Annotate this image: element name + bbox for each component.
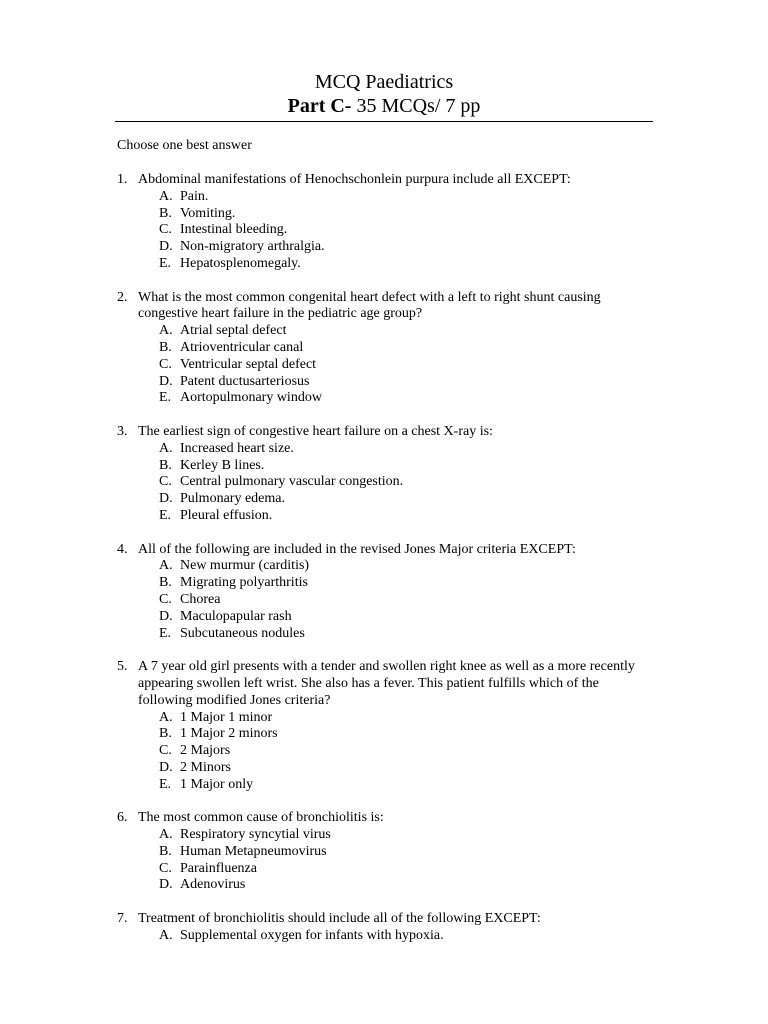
option-letter: E. (159, 776, 172, 792)
option-text: Ventricular septal defect (180, 356, 317, 372)
option-text: Hepatosplenomegaly. (180, 255, 301, 271)
option-letter: D. (159, 491, 173, 507)
option-text: 1 Major 2 minors (180, 726, 278, 742)
answer-option (117, 374, 647, 391)
option-letter: A. (159, 927, 173, 943)
title-block (0, 70, 768, 118)
question-item (117, 911, 647, 945)
option-letter: A. (159, 709, 173, 725)
option-text: Aortopulmonary window (180, 390, 322, 406)
option-text: Chorea (180, 591, 221, 607)
option-letter: E. (159, 507, 172, 523)
option-letter: C. (159, 474, 172, 490)
question-item (117, 424, 647, 525)
answer-option (117, 206, 647, 223)
option-text: Atrioventricular canal (180, 339, 304, 355)
option-text: Adenovirus (180, 877, 246, 893)
option-letter: B. (159, 457, 172, 473)
option-letter: A. (159, 323, 173, 339)
question-stem (117, 810, 647, 827)
option-text: Pulmonary edema. (180, 491, 285, 507)
option-text: Central pulmonary vascular congestion. (180, 474, 404, 490)
answer-option (117, 760, 647, 777)
answer-option (117, 357, 647, 374)
answer-option (117, 777, 647, 794)
answer-option (117, 340, 647, 357)
option-text: 2 Majors (180, 743, 231, 759)
subtitle-part-label: Part C- (287, 95, 352, 117)
question-number: 7. (117, 911, 128, 927)
option-text: Increased heart size. (180, 440, 294, 456)
option-letter: D. (159, 877, 173, 893)
answer-option (117, 861, 647, 878)
answer-option (117, 928, 647, 945)
option-letter: C. (159, 860, 172, 876)
option-letter: B. (159, 726, 172, 742)
question-stem (117, 659, 647, 709)
option-text: Subcutaneous nodules (180, 625, 305, 641)
answer-option (117, 609, 647, 626)
question-text: A 7 year old girl presents with a tender and swollen right knee as well as a more recently appearing swollen left wrist. She also has a fever. This patient fulfills which of the following modified Jones criteria? (138, 659, 635, 708)
option-text: 1 Major 1 minor (180, 709, 273, 725)
option-text: Human Metapneumovirus (180, 843, 327, 859)
question-stem (117, 911, 647, 928)
option-text: Intestinal bleeding. (180, 222, 288, 238)
answer-option (117, 222, 647, 239)
subtitle-count: 35 MCQs/ 7 pp (351, 95, 481, 117)
title-underline (115, 121, 653, 122)
option-letter: E. (159, 625, 172, 641)
option-letter: A. (159, 440, 173, 456)
answer-option (117, 441, 647, 458)
answer-option (117, 575, 647, 592)
option-text: Pleural effusion. (180, 507, 273, 523)
answer-option (117, 323, 647, 340)
option-letter: D. (159, 373, 173, 389)
option-letter: C. (159, 222, 172, 238)
question-stem (117, 424, 647, 441)
page-title: MCQ Paediatrics (314, 71, 454, 93)
option-text: Atrial septal defect (180, 323, 287, 339)
answer-option (117, 743, 647, 760)
question-item (117, 542, 647, 643)
option-text: Kerley B lines. (180, 457, 265, 473)
page-subtitle (0, 94, 768, 118)
question-text: Abdominal manifestations of Henochschonlein purpura include all EXCEPT: (138, 172, 571, 187)
instructions-text: Choose one best answer (117, 138, 252, 153)
answer-option (117, 390, 647, 407)
question-text: All of the following are included in the revised Jones Major criteria EXCEPT: (138, 541, 576, 557)
option-text: Supplemental oxygen for infants with hypoxia. (180, 927, 444, 943)
option-letter: B. (159, 205, 172, 221)
question-item (117, 172, 647, 273)
answer-option (117, 592, 647, 609)
answer-option (117, 491, 647, 508)
question-text: Treatment of bronchiolitis should include all of the following EXCEPT: (138, 911, 541, 927)
question-stem (117, 172, 647, 189)
option-letter: B. (159, 843, 172, 859)
question-number: 4. (117, 541, 128, 557)
answer-option (117, 458, 647, 475)
option-text: Maculopapular rash (180, 608, 292, 624)
option-letter: A. (159, 188, 173, 204)
option-text: Non-migratory arthralgia. (180, 239, 325, 255)
answer-option (117, 726, 647, 743)
question-stem (117, 290, 647, 324)
answer-option (117, 844, 647, 861)
question-text: What is the most common congenital heart defect with a left to right shunt causing congestive heart failure in the pediatric age group? (138, 289, 601, 322)
question-item (117, 290, 647, 408)
question-text: The earliest sign of congestive heart failure on a chest X-ray is: (138, 423, 493, 439)
option-letter: C. (159, 591, 172, 607)
question-number: 2. (117, 289, 128, 305)
answer-option (117, 558, 647, 575)
question-item (117, 810, 647, 894)
question-number: 3. (117, 423, 128, 439)
question-item (117, 659, 647, 793)
option-text: Pain. (180, 188, 209, 204)
option-letter: D. (159, 759, 173, 775)
question-text: The most common cause of bronchiolitis is: (138, 810, 384, 826)
option-text: New murmur (carditis) (180, 558, 310, 574)
option-text: Parainfluenza (180, 860, 257, 876)
option-text: Vomiting. (180, 205, 236, 221)
question-list (117, 172, 647, 961)
answer-option (117, 877, 647, 894)
option-text: 1 Major only (180, 776, 254, 792)
option-letter: D. (159, 608, 173, 624)
answer-option (117, 827, 647, 844)
option-text: 2 Minors (180, 759, 231, 775)
option-text: Patent ductusarteriosus (180, 373, 310, 389)
option-letter: C. (159, 356, 172, 372)
answer-option (117, 189, 647, 206)
option-letter: E. (159, 255, 172, 271)
option-letter: B. (159, 575, 172, 591)
option-text: Respiratory syncytial virus (180, 827, 331, 843)
answer-option (117, 256, 647, 273)
answer-option (117, 474, 647, 491)
question-stem (117, 542, 647, 559)
option-letter: C. (159, 743, 172, 759)
answer-option (117, 626, 647, 643)
question-number: 1. (117, 172, 128, 187)
option-letter: B. (159, 339, 172, 355)
answer-option (117, 508, 647, 525)
question-number: 6. (117, 810, 128, 826)
option-letter: A. (159, 558, 173, 574)
option-letter: D. (159, 239, 173, 255)
answer-option (117, 710, 647, 727)
answer-option (117, 239, 647, 256)
option-text: Migrating polyarthritis (180, 575, 308, 591)
question-number: 5. (117, 659, 128, 675)
option-letter: A. (159, 827, 173, 843)
option-letter: E. (159, 390, 172, 406)
